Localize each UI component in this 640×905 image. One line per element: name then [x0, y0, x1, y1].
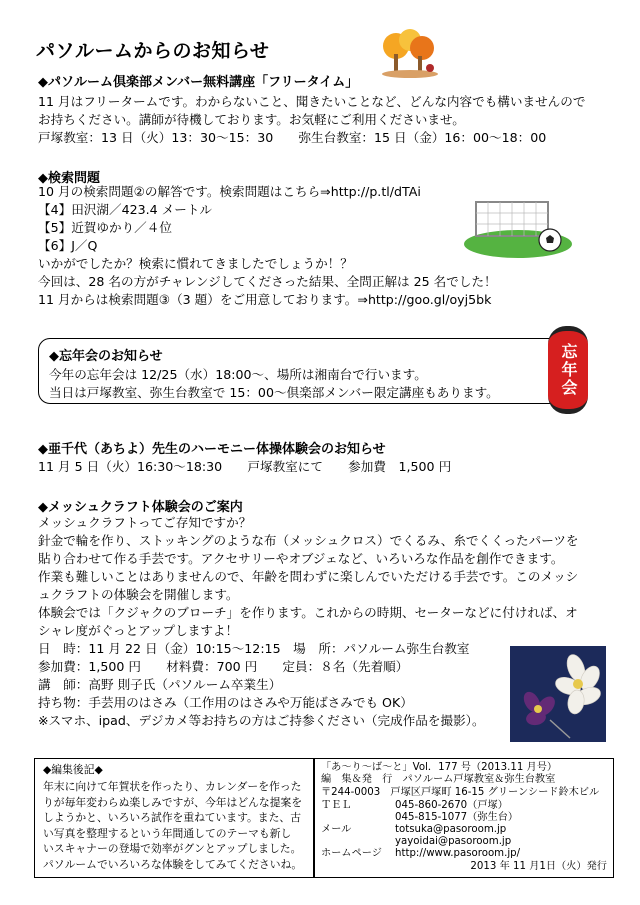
- colophon-date: 2013 年 11 月1日（火）発行: [470, 861, 607, 872]
- editor-note-body: [43, 779, 302, 873]
- search-line: 【5】近賀ゆかり／４位: [38, 220, 172, 235]
- colophon-publisher: 編 集＆発 行 パソルーム戸塚教室＆弥生台教室: [321, 774, 556, 785]
- colophon-web-link[interactable]: http://www.pasoroom.jp/: [395, 848, 521, 859]
- mesh-line: 体験会では「クジャクのブローチ」を作ります。これからの時期、セーターなどに付ければ、オ: [38, 605, 578, 620]
- mesh-line: メッシュクラフトってご存知ですか？: [38, 515, 252, 530]
- mesh-body: [38, 514, 579, 730]
- colophon-tel-1: 045-860-2670（戸塚）: [395, 800, 508, 811]
- bounenkai-heading: ◆忘年会のお知らせ: [49, 349, 163, 364]
- mesh-line: 作業も難しいことはありませんので、年齢を問わずに楽しんでいただける手芸です。このメッシ: [38, 569, 579, 584]
- colophon-address: 〒244-0003 戸塚区戸塚町 16-15 グリーンシード鈴木ビル: [321, 787, 600, 798]
- colophon-mail-2[interactable]: yayoidai@pasoroom.jp: [395, 836, 512, 847]
- colophon-mail-1[interactable]: totsuka@pasoroom.jp: [395, 824, 507, 835]
- search-line: 11 月からは検索問題③（3 題）をご用意しております。⇒http://goo.gl/oyj5bk: [38, 292, 492, 307]
- editor-note-line: しようかと、いろいろ試作を重ねています。また、古: [43, 811, 301, 825]
- free-time-line: 11 月はフリータームです。わからないこと、聞きたいことなど、どんな内容でも構いませんので: [38, 94, 586, 109]
- editor-note-box: [34, 758, 314, 878]
- free-time-body: [38, 93, 585, 147]
- editor-note-line: パソルームでいろいろな体験をしてみてくださいね。: [43, 857, 303, 871]
- colophon-tel-label: ＴＥＬ: [321, 800, 352, 811]
- harmony-heading: ◆亜千代（あちよ）先生のハーモニー体操体験会のお知らせ: [38, 442, 386, 457]
- page-title: パソルームからのお知らせ: [36, 40, 270, 62]
- mesh-line: 参加費：1,500 円 材料費：700 円 定員：８名（先着順）: [38, 659, 409, 674]
- free-time-heading: ◆パソルーム倶楽部メンバー無料講座「フリータイム」: [38, 75, 359, 90]
- editor-note-line: りが毎年変わらぬ楽しみですが、今年はどんな提案を: [43, 795, 303, 809]
- harmony-line: 11 月 5 日（火）16:30～18:30 戸塚教室にて 参加費 1,500 円: [38, 459, 452, 474]
- mesh-line: 持ち物：手芸用のはさみ（工作用のはさみや万能ばさみでも OK）: [38, 695, 413, 710]
- search-line: 10 月の検索問題②の解答です。検索問題はこちら⇒http://p.tl/dTAi: [38, 184, 421, 199]
- soccer-goal-illustration: [462, 196, 574, 260]
- free-time-line: お持ちください。講師が待機しております。お気軽にご利用くださいませ。: [38, 112, 465, 127]
- colophon-mail-label: メール: [321, 824, 352, 835]
- mesh-line: 貼り合わせて作る手芸です。アクセサリーやオブジェなど、いろいろな作品を創作できます。: [38, 551, 564, 566]
- colophon-issue: 「あ～り～ば～と」Vol．177 号（2013.11 月号）: [321, 762, 558, 773]
- search-body: [38, 183, 497, 309]
- bounenkai-line: 今年の忘年会は 12/25（水）18:00～、場所は湘南台で行います。: [49, 367, 427, 382]
- mesh-line: ※スマホ、ipad、デジカメ等お持ちの方はご持参ください（完成作品を撮影）。: [38, 713, 485, 728]
- mesh-line: シャレ度がぐっとアップしますよ！: [38, 623, 239, 638]
- mesh-line: ュクラフトの体験会を開催します。: [38, 587, 239, 602]
- colophon-box: [314, 758, 614, 878]
- mesh-line: 講 師：高野 則子氏（パソルーム卒業生）: [38, 677, 282, 692]
- search-line: 【4】田沢湖／423.4 メートル: [38, 202, 213, 217]
- colophon-web-label: ホームページ: [321, 848, 382, 859]
- editor-note-line: いスキャナーの登場で効率がグンとアップしました。: [43, 842, 302, 856]
- autumn-trees-illustration: [378, 28, 442, 80]
- mesh-line: 針金で輪を作り、ストッキングのような布（メッシュクロス）でくるみ、糸でくくったパーツを: [38, 533, 579, 548]
- colophon-tel-2: 045-815-1077（弥生台）: [395, 812, 519, 823]
- search-line: いかがでしたか？検索に慣れてきましたでしょうか！？: [38, 256, 353, 271]
- mesh-heading: ◆メッシュクラフト体験会のご案内: [38, 500, 243, 515]
- search-line: 今回は、28 名の方がチャレンジしてくださった結果、全問正解は 25 名でした！: [38, 274, 497, 289]
- free-time-line: 戸塚教室：13 日（火）13：30～15：30 弥生台教室：15 日（金）16：00～18：00: [38, 130, 547, 145]
- editor-note-line: い写真を整理するという年間通してのテーマも新し: [43, 826, 292, 840]
- bounenkai-box: [38, 338, 568, 404]
- editor-note-heading: ◆編集後記◆: [43, 763, 103, 776]
- lantern-illustration: [548, 326, 588, 414]
- mesh-craft-photo: [510, 646, 606, 742]
- lantern-text: 忘年会: [559, 343, 578, 397]
- bounenkai-line: 当日は戸塚教室、弥生台教室で 15：00～倶楽部メンバー限定講座もあります。: [49, 385, 499, 400]
- search-heading: ◆検索問題: [38, 171, 100, 186]
- editor-note-line: 年末に向けて年賀状を作ったり、カレンダーを作った: [43, 780, 302, 793]
- mesh-line: 日 時：11 月 22 日（金）10:15～12:15 場 所：パソルーム弥生台教室: [38, 641, 470, 656]
- search-line: 【6】J／Q: [38, 238, 98, 253]
